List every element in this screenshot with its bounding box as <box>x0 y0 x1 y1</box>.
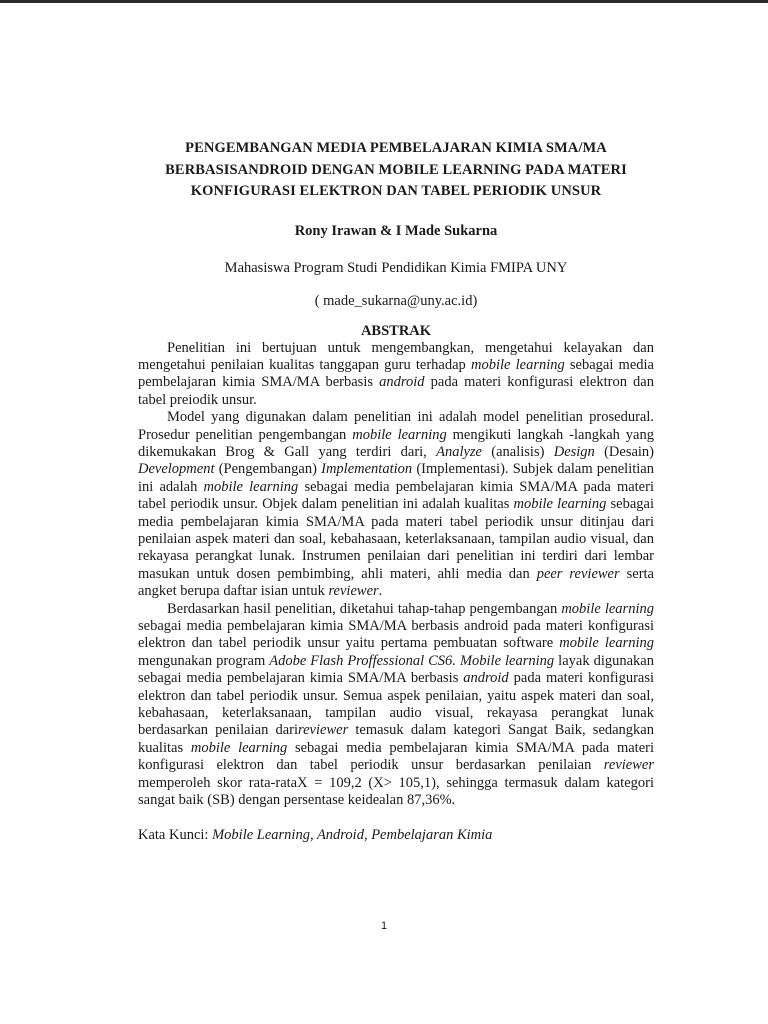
title-line-1: PENGEMBANGAN MEDIA PEMBELAJARAN KIMIA SMA/MA <box>185 140 607 156</box>
authors: Rony Irawan & I Made Sukarna <box>294 222 498 239</box>
title-line-2: BERBASISANDROID DENGAN MOBILE LEARNING PADA MATERI <box>165 161 627 178</box>
document-page <box>138 138 654 844</box>
abstract-paragraph-1: Penelitian ini bertujuan untuk mengembangkan, mengetahui kelayakan dan mengetahui penilaian kualitas tanggapan guru terhadap mobile learning sebagai media pembelajaran kimia SMA/MA berbasis android pada materi konfigurasi elektron dan tabel preiodik unsur. <box>138 339 654 408</box>
email: ( made_sukarna@uny.ac.id) <box>314 292 478 309</box>
abstract-paragraph-3: Berdasarkan hasil penelitian, diketahui tahap-tahap pengembangan mobile learning sebagai media pembelajaran kimia SMA/MA berbasis android pada materi konfigurasi elektron dan tabel periodik unsur yaitu pertama pembuatan software mobile learning mengunakan program Adobe Flash Proffessional CS6. Mobile learning layak digunakan sebagai media pembelajaran kimia SMA/MA berbasis android pada materi konfigurasi elektron dan tabel periodik unsur. Semua aspek penilaian, yaitu aspek materi dan soal, kebahasaan, keterlaksanaan, tampilan audio visual, rekayasa perangkat lunak berdasarkan penilaian darireviewer temasuk dalam kategori Sangat Baik, sedangkan kualitas mobile learning sebagai media pembelajaran kimia SMA/MA pada materi konfigurasi elektron dan tabel periodik unsur berdasarkan penilaian reviewer memperoleh skor rata-rataX = 109,2 (X> 105,1), sehingga termasuk dalam kategori sangat baik (SB) dengan persentase keidealan 87,36%. <box>138 600 655 809</box>
title-line-3: KONFIGURASI ELEKTRON DAN TABEL PERIODIK UNSUR <box>190 183 602 199</box>
keywords-label: Kata Kunci: <box>138 827 213 844</box>
keywords <box>138 826 654 844</box>
top-border-line <box>0 0 768 3</box>
paper-title <box>138 138 654 203</box>
page-number: 1 <box>380 920 388 932</box>
abstract-paragraph-2: Model yang digunakan dalam penelitian ini adalah model penelitian prosedural. Prosedur penelitian pengembangan mobile learning mengikuti langkah -langkah yang dikemukakan Brog & Gall yang terdiri dari, Analyze (analisis) Design (Desain) Development (Pengembangan) Implementation (Implementasi). Subjek dalam penelitian ini adalah mobile learning sebagai media pembelajaran kimia SMA/MA pada materi tabel periodik unsur. Objek dalam penelitian ini adalah kualitas mobile learning sebagai media pembelajaran kimia SMA/MA pada materi tabel periodik unsur ditinjau dari penilaian aspek materi dan soal, kebahasaan, keterlaksanaan, tampilan audio visual, dan rekayasa perangkat lunak. Instrumen penilaian dari penelitian ini terdiri dari lembar masukan untuk dosen pembimbing, ahli materi, ahli media dan peer reviewer serta angket berupa daftar isian untuk reviewer. <box>138 409 655 600</box>
affiliation: Mahasiswa Program Studi Pendidikan Kimia FMIPA UNY <box>224 259 568 276</box>
keywords-list: Mobile Learning, Android, Pembelajaran Kimia <box>212 827 493 844</box>
abstract-heading: ABSTRAK <box>360 322 432 339</box>
